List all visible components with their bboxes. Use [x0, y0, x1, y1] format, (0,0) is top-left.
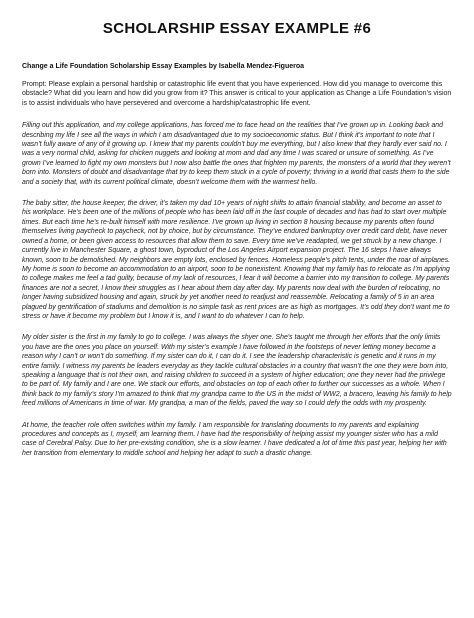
essay-paragraph: The baby sitter, the house keeper, the driver, it’s taken my dad 10+ years of night shifts to attain financial stability, and become an asset to his workplace. He’s been one of the millions of people who has been laid off in the last couple of decades and has had to start over multiple times. But each time he’s re-built himself with more resilience. I’ve grown up living in section 8 housing because my parents often found themselves living paycheck to paycheck, not by choice, but by circumstance. They’ve endured bankruptcy over credit card debt, have never owned a home, or been given access to resources that allow them to save. Every time we’ve readapted, we get struck by a new change. I currently live in Manchester Square, a ghost town, byproduct of the Los Angeles Airport expansion project. The 16 steps I have always known, soon to be demolished. My neighbors are empty lots, enclosed by fences. Homeless people’s pitch tents, under the roar of airplanes. My home is soon to become an accommodation to an airport, soon to be nonexistent. Knowing that my family has to relocate as I’m applying to college makes me feel a tad guilty, because of my lack of resources, I fear it will become a barrier into my transition to college. My parents finances are not a secret, I know their struggles as I hear about them day after day. My parents now deal with the burden of relocating, no longer having subsidized housing and again, struck by yet another need to readjust and reassemble. Relocating a family of 5 in an area plagued by gentrification of stadiums and demolition is no simple task as rent prices are as high as mortgages. It’s odd they don’t want me to stress or have it become my problem but I know it is, and I want to do whatever I can to help.	[22, 200, 451, 320]
essay-paragraph: Filling out this application, and my college applications, has forced me to face head on the realities that I’ve grown up in. Looking back and describing my life I see all the ways in which I am disadvantaged due to my socioeconomic status. But I think it’s important to note that I wasn’t fully aware of any of it growing up. I knew that my parents couldn’t buy me everything, but I also knew that they hardly ever said no. I was a very normal child, asking for chicken nuggets and looking at mom and dad any time I was scared or unsure of something. As I’ve grown I’ve learned to fight my own monsters but I now also battle the ones that frighten my parents, the monsters of a world that they weren’t born into. Monsters of doubt and disadvantage that try to keep them stuck in a cycle of poverty; thriving in a world that casts them to the side and a society that, with its current political climate, doesn’t welcome them with the warmest hello.	[22, 122, 451, 186]
page-title: SCHOLARSHIP ESSAY EXAMPLE #6	[102, 20, 372, 37]
essay-subtitle: Change a Life Foundation Scholarship Essay Examples by Isabella Mendez-Figueroa	[22, 63, 305, 70]
essay-prompt: Prompt: Please explain a personal hardship or catastrophic life event that you have experienced. How did you manage to overcome this obstacle? What did you learn and how did you grow from it? This answer is critical to your application as Change a Life Foundation’s vision is to assist individuals who have persevered and overcome a hardship/catastrophic life event.	[22, 81, 452, 107]
essay-paragraph: My older sister is the first in my family to go to college. I was always the shyer one. She’s taught me through her efforts that the only limits you have are the ones you place on yourself. With my sister’s example I have followed in the footsteps of never letting money become a reason why I can’t or won’t do something. If my sister can do it, I can do it. I see the leadership characteristic is genetic and it runs in my entire family. I witness my parents be leaders everyday as they tackle cultural obstacles in a country that wasn’t the one they were born into, speaking a language that is not their own, and raising children to succeed in a system of higher education; one they never had the privilege to be part of. My family and I are one. We stack our efforts, and obstacles on top of each other to further our successes as a whole. When I think back to my family’s story I’m amazed to think that my grandpa came to the US in the midst of WW2, a bracero, leaving his family to help feed millions of Americans in time of war. My grandpa, a man of the fields, paved the way so I could defy the odds with my prosperity.	[22, 334, 452, 408]
essay-paragraph: At home, the teacher role often switches within my family. I am responsible for translating documents to my parents and explaining procedures and concepts as I, myself, am learning them. I have had the responsibility of helping assist my younger sister who has a mild case of Cerebral Palsy. Due to her pre-existing condition, she is a slow learner. I have dedicated a lot of time this past year, helping her with her transition from elementary to middle school and helping her adapt to such a drastic change.	[22, 421, 447, 457]
essay-body	[22, 121, 452, 458]
